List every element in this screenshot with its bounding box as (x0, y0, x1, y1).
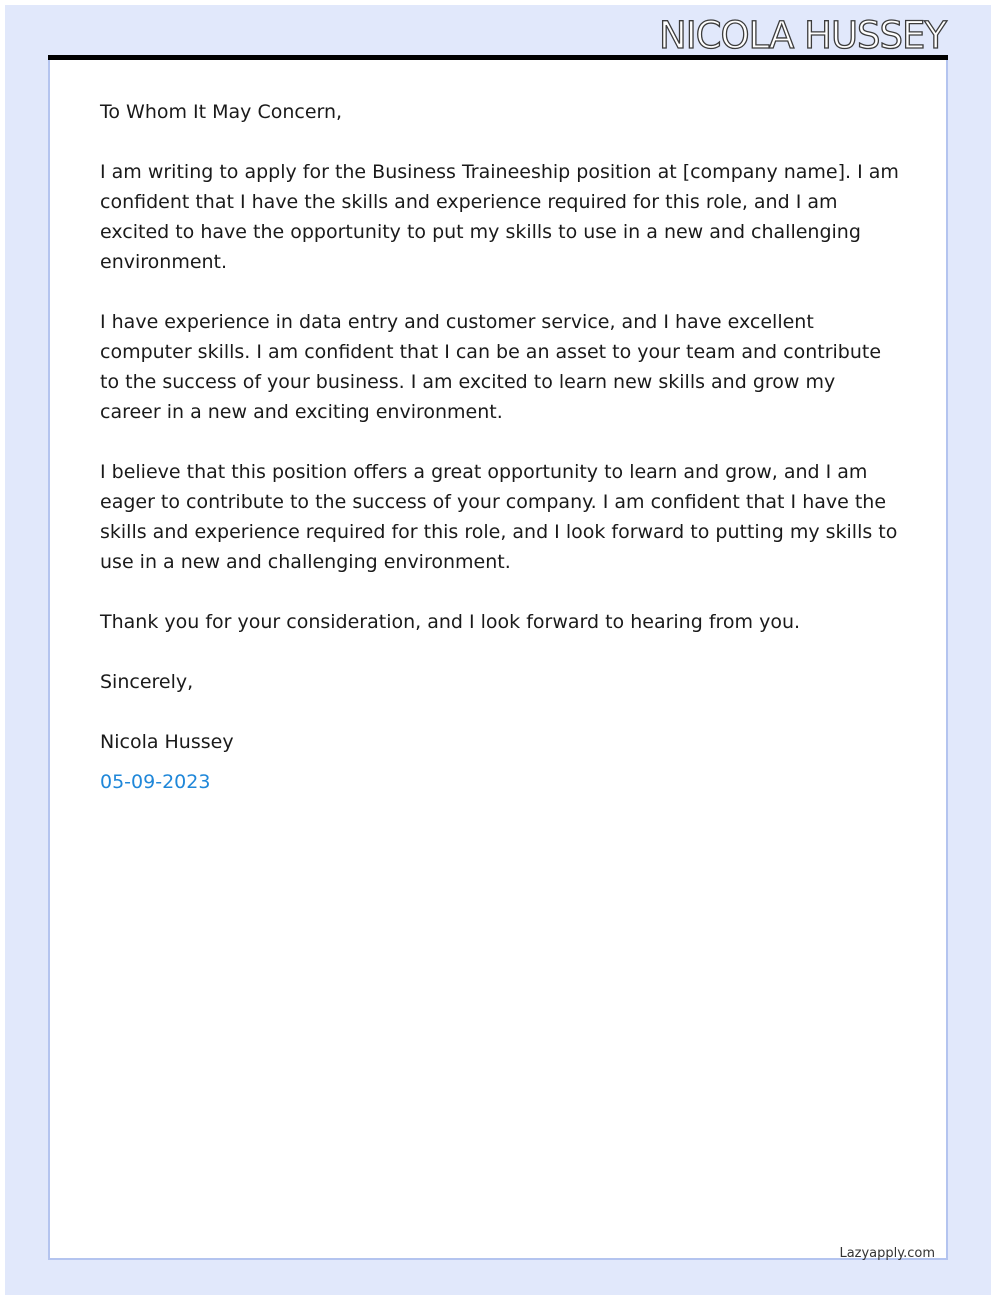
body-paragraph-1: I am writing to apply for the Business Traineeship position at [company name]. I am confident that I have the skills and experience required for this role, and I am excited to have the opportunity to put my skills to use in a new and challenging environment. (100, 161, 899, 273)
watermark-text: Lazyapply.com (839, 1246, 935, 1261)
letter-date: 05-09-2023 (100, 771, 211, 793)
salutation: To Whom It May Concern, (100, 101, 343, 123)
closing: Sincerely, (100, 671, 194, 693)
body-paragraph-3: I believe that this position offers a great opportunity to learn and grow, and I am eager to contribute to the success of your company. I am confident that I have the skills and experience required for this role, and I look forward to putting my skills to use in a new and challenging environment. (100, 461, 898, 573)
letter-body (100, 97, 900, 797)
signature-name: Nicola Hussey (100, 731, 234, 753)
applicant-name-heading: NICOLA HUSSEY (659, 14, 946, 57)
body-paragraph-4: Thank you for your consideration, and I look forward to hearing from you. (100, 611, 801, 633)
body-paragraph-2: I have experience in data entry and customer service, and I have excellent computer skills. I am confident that I can be an asset to your team and contribute to the success of your business. I am excited to learn new skills and grow my career in a new and exciting environment. (100, 311, 882, 423)
